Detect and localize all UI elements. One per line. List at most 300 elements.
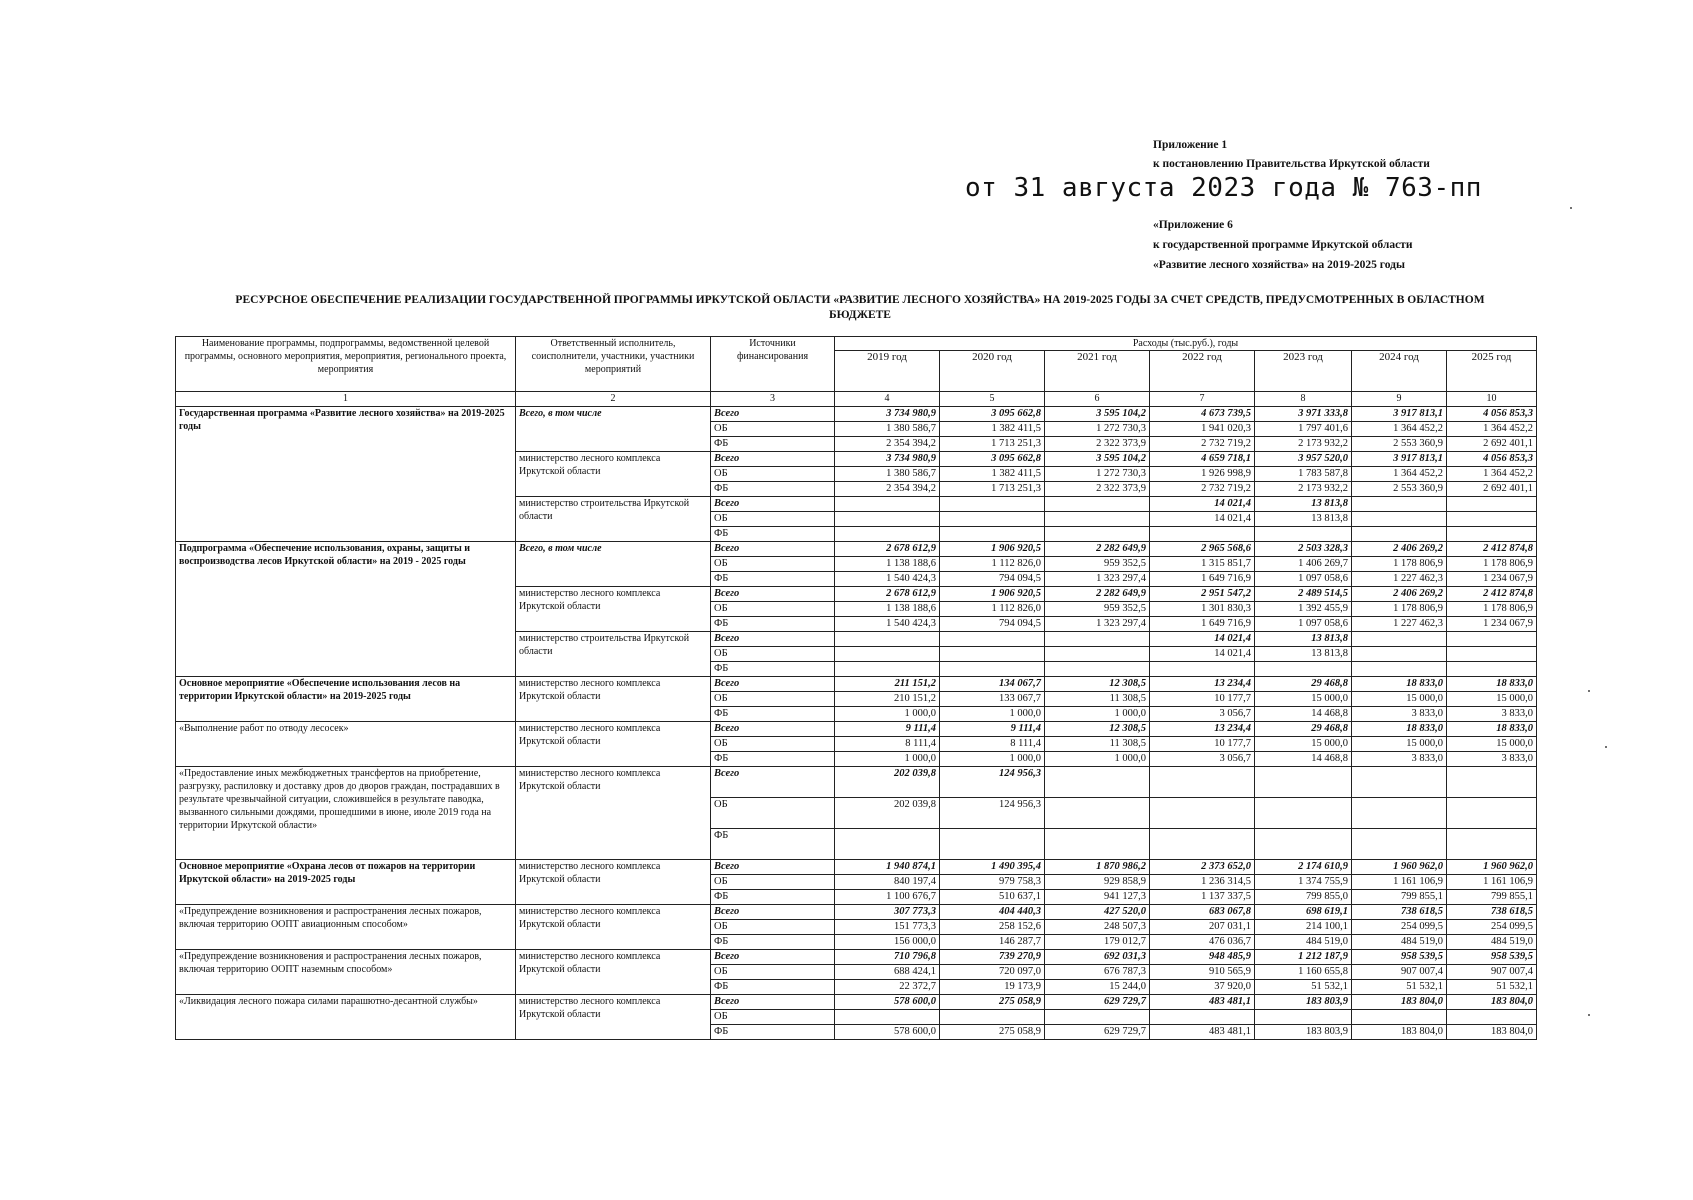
responsible-cell: министерство лесного комплекса Иркутской области: [516, 950, 711, 995]
value-cell: 2 322 373,9: [1045, 482, 1150, 497]
table-row: [176, 722, 1537, 737]
value-cell: 979 758,3: [940, 875, 1045, 890]
value-cell: 15 000,0: [1255, 692, 1352, 707]
table-row: [176, 767, 1537, 798]
program-name-cell: Подпрограмма «Обеспечение использования, охраны, защиты и воспроизводства лесов Иркутской области» на 2019 - 2025 годы: [176, 542, 516, 677]
header-row-1: [176, 337, 1537, 351]
value-cell: 629 729,7: [1045, 995, 1150, 1010]
value-cell: 1 236 314,5: [1150, 875, 1255, 890]
column-index: 5: [940, 392, 1045, 407]
value-cell: 738 618,5: [1352, 905, 1447, 920]
value-cell: 3 595 104,2: [1045, 452, 1150, 467]
value-cell: 629 729,7: [1045, 1025, 1150, 1040]
value-cell: 254 099,5: [1447, 920, 1537, 935]
value-cell: [940, 1010, 1045, 1025]
value-cell: [1150, 798, 1255, 829]
value-cell: [1352, 647, 1447, 662]
value-cell: 2 173 932,2: [1255, 482, 1352, 497]
value-cell: 1 323 297,4: [1045, 572, 1150, 587]
value-cell: [1447, 829, 1537, 860]
value-cell: 683 067,8: [1150, 905, 1255, 920]
value-cell: 799 855,1: [1352, 890, 1447, 905]
value-cell: [1447, 1010, 1537, 1025]
value-cell: 15 244,0: [1045, 980, 1150, 995]
value-cell: 22 372,7: [835, 980, 940, 995]
value-cell: 907 007,4: [1352, 965, 1447, 980]
value-cell: 18 833,0: [1447, 722, 1537, 737]
source-cell: Всего: [711, 767, 835, 798]
value-cell: 2 965 568,6: [1150, 542, 1255, 557]
column-index: 9: [1352, 392, 1447, 407]
value-cell: 1 364 452,2: [1352, 422, 1447, 437]
value-cell: 51 532,1: [1352, 980, 1447, 995]
value-cell: 1 364 452,2: [1352, 467, 1447, 482]
value-cell: 179 012,7: [1045, 935, 1150, 950]
value-cell: [940, 662, 1045, 677]
value-cell: 1 960 962,0: [1352, 860, 1447, 875]
value-cell: 1 272 730,3: [1045, 467, 1150, 482]
column-index: 6: [1045, 392, 1150, 407]
program-name-cell: Государственная программа «Развитие лесного хозяйства» на 2019-2025 годы: [176, 407, 516, 542]
value-cell: 2 173 932,2: [1255, 437, 1352, 452]
source-cell: Всего: [711, 995, 835, 1010]
responsible-cell: министерство лесного комплекса Иркутской области: [516, 995, 711, 1040]
value-cell: 151 773,3: [835, 920, 940, 935]
source-cell: ФБ: [711, 617, 835, 632]
source-cell: ФБ: [711, 572, 835, 587]
value-cell: [940, 527, 1045, 542]
value-cell: 1 161 106,9: [1447, 875, 1537, 890]
column-index: 1: [176, 392, 516, 407]
value-cell: 275 058,9: [940, 995, 1045, 1010]
value-cell: 484 519,0: [1447, 935, 1537, 950]
value-cell: [1447, 767, 1537, 798]
value-cell: 2 732 719,2: [1150, 482, 1255, 497]
program-name-cell: «Предупреждение возникновения и распространения лесных пожаров, включая территорию ООПТ авиационным способом»: [176, 905, 516, 950]
value-cell: 9 111,4: [940, 722, 1045, 737]
value-cell: 1 783 587,8: [1255, 467, 1352, 482]
value-cell: 2 678 612,9: [835, 542, 940, 557]
value-cell: [940, 512, 1045, 527]
value-cell: 14 021,4: [1150, 632, 1255, 647]
value-cell: 13 234,4: [1150, 677, 1255, 692]
value-cell: 484 519,0: [1352, 935, 1447, 950]
value-cell: 2 174 610,9: [1255, 860, 1352, 875]
source-cell: ОБ: [711, 875, 835, 890]
value-cell: 1 870 986,2: [1045, 860, 1150, 875]
value-cell: 698 619,1: [1255, 905, 1352, 920]
value-cell: 2 692 401,1: [1447, 437, 1537, 452]
value-cell: 307 773,3: [835, 905, 940, 920]
value-cell: [1352, 1010, 1447, 1025]
source-cell: Всего: [711, 407, 835, 422]
scan-speck: [1588, 690, 1590, 692]
value-cell: 1 323 297,4: [1045, 617, 1150, 632]
program-name-cell: Основное мероприятие «Охрана лесов от пожаров на территории Иркутской области» на 2019-2025 годы: [176, 860, 516, 905]
value-cell: [1150, 527, 1255, 542]
value-cell: [1352, 497, 1447, 512]
value-cell: 156 000,0: [835, 935, 940, 950]
value-cell: 1 540 424,3: [835, 572, 940, 587]
value-cell: 3 957 520,0: [1255, 452, 1352, 467]
value-cell: 1 178 806,9: [1352, 557, 1447, 572]
responsible-cell: министерство строительства Иркутской области: [516, 497, 711, 542]
value-cell: [940, 632, 1045, 647]
value-cell: 3 056,7: [1150, 707, 1255, 722]
source-cell: ФБ: [711, 980, 835, 995]
source-cell: Всего: [711, 722, 835, 737]
value-cell: 2 553 360,9: [1352, 482, 1447, 497]
value-cell: 476 036,7: [1150, 935, 1255, 950]
value-cell: 1 160 655,8: [1255, 965, 1352, 980]
value-cell: 19 173,9: [940, 980, 1045, 995]
value-cell: 12 308,5: [1045, 677, 1150, 692]
value-cell: 18 833,0: [1352, 722, 1447, 737]
column-index: 2: [516, 392, 711, 407]
value-cell: [1352, 662, 1447, 677]
value-cell: 1 380 586,7: [835, 422, 940, 437]
source-cell: ФБ: [711, 935, 835, 950]
value-cell: 211 151,2: [835, 677, 940, 692]
value-cell: 183 803,9: [1255, 995, 1352, 1010]
value-cell: [1447, 527, 1537, 542]
title-line-2: БЮДЖЕТЕ: [829, 309, 891, 321]
value-cell: 404 440,3: [940, 905, 1045, 920]
value-cell: 1 940 874,1: [835, 860, 940, 875]
value-cell: 2 951 547,2: [1150, 587, 1255, 602]
source-cell: ОБ: [711, 737, 835, 752]
value-cell: 1 797 401,6: [1255, 422, 1352, 437]
value-cell: 1 100 676,7: [835, 890, 940, 905]
value-cell: 124 956,3: [940, 798, 1045, 829]
value-cell: 11 308,5: [1045, 737, 1150, 752]
responsible-cell: министерство лесного комплекса Иркутской области: [516, 860, 711, 905]
value-cell: 13 813,8: [1255, 647, 1352, 662]
column-index: 3: [711, 392, 835, 407]
value-cell: 183 804,0: [1447, 1025, 1537, 1040]
source-cell: ФБ: [711, 1025, 835, 1040]
value-cell: 2 412 874,8: [1447, 587, 1537, 602]
value-cell: 210 151,2: [835, 692, 940, 707]
value-cell: 15 000,0: [1447, 737, 1537, 752]
source-cell: ОБ: [711, 467, 835, 482]
value-cell: 1 382 411,5: [940, 467, 1045, 482]
value-cell: 1 301 830,3: [1150, 602, 1255, 617]
year-header: 2021 год: [1045, 351, 1150, 392]
scan-speck: [1570, 207, 1572, 209]
value-cell: 3 833,0: [1447, 752, 1537, 767]
program-name-label: «Развитие лесного хозяйства» на 2019-2025 годы: [1153, 259, 1405, 271]
source-cell: Всего: [711, 587, 835, 602]
value-cell: 799 855,0: [1255, 890, 1352, 905]
responsible-cell: Всего, в том числе: [516, 407, 711, 452]
value-cell: [835, 662, 940, 677]
value-cell: [1447, 512, 1537, 527]
value-cell: [1150, 662, 1255, 677]
value-cell: [1045, 647, 1150, 662]
value-cell: 248 507,3: [1045, 920, 1150, 935]
value-cell: [940, 497, 1045, 512]
source-cell: ОБ: [711, 965, 835, 980]
source-cell: Всего: [711, 632, 835, 647]
program-name-cell: «Выполнение работ по отводу лесосек»: [176, 722, 516, 767]
value-cell: 2 406 269,2: [1352, 587, 1447, 602]
source-cell: ФБ: [711, 662, 835, 677]
value-cell: 10 177,7: [1150, 692, 1255, 707]
value-cell: 146 287,7: [940, 935, 1045, 950]
value-cell: 2 282 649,9: [1045, 542, 1150, 557]
value-cell: 51 532,1: [1447, 980, 1537, 995]
value-cell: [1045, 497, 1150, 512]
value-cell: [1447, 647, 1537, 662]
value-cell: [1045, 798, 1150, 829]
value-cell: [1447, 662, 1537, 677]
value-cell: [1447, 632, 1537, 647]
value-cell: [940, 829, 1045, 860]
responsible-cell: министерство лесного комплекса Иркутской области: [516, 677, 711, 722]
value-cell: 1 941 020,3: [1150, 422, 1255, 437]
title-line-1: РЕСУРСНОЕ ОБЕСПЕЧЕНИЕ РЕАЛИЗАЦИИ ГОСУДАРСТВЕННОЙ ПРОГРАММЫ ИРКУТСКОЙ ОБЛАСТИ «РАЗВИТИЕ ЛЕСНОГО ХОЗЯЙСТВА» НА 2019-2025 ГОДЫ ЗА СЧЕТ СРЕДСТВ, ПРЕДУСМОТРЕННЫХ В ОБЛАСТНОМ: [235, 294, 1485, 306]
value-cell: [1255, 662, 1352, 677]
scan-speck: [1588, 1014, 1590, 1016]
value-cell: 1 227 462,3: [1352, 572, 1447, 587]
source-cell: ОБ: [711, 1010, 835, 1025]
value-cell: 510 637,1: [940, 890, 1045, 905]
value-cell: 12 308,5: [1045, 722, 1150, 737]
value-cell: 959 352,5: [1045, 602, 1150, 617]
column-index: 8: [1255, 392, 1352, 407]
value-cell: 8 111,4: [835, 737, 940, 752]
value-cell: 2 354 394,2: [835, 482, 940, 497]
source-cell: ФБ: [711, 890, 835, 905]
value-cell: [835, 497, 940, 512]
value-cell: 1 382 411,5: [940, 422, 1045, 437]
col-source-header: Источники финансирования: [711, 337, 835, 392]
value-cell: 578 600,0: [835, 995, 940, 1010]
value-cell: 1 178 806,9: [1352, 602, 1447, 617]
program-name-cell: «Предоставление иных межбюджетных трансфертов на приобретение, разгрузку, распиловку и доставку дров до дворов граждан, пострадавших в результате чрезвычайной ситуации, сложившейся в результате паводка, вызванного сильными дождями, прошедшими в июне, июле 2019 года на территории Иркутской области»: [176, 767, 516, 860]
value-cell: 14 021,4: [1150, 497, 1255, 512]
value-cell: 1 540 424,3: [835, 617, 940, 632]
source-cell: ОБ: [711, 557, 835, 572]
source-cell: ОБ: [711, 647, 835, 662]
value-cell: 15 000,0: [1255, 737, 1352, 752]
document-title: [180, 293, 1540, 323]
value-cell: 738 618,5: [1447, 905, 1537, 920]
value-cell: [1150, 1010, 1255, 1025]
value-cell: 51 532,1: [1255, 980, 1352, 995]
value-cell: 1 212 187,9: [1255, 950, 1352, 965]
value-cell: 133 067,7: [940, 692, 1045, 707]
value-cell: 1 097 058,6: [1255, 617, 1352, 632]
value-cell: 2 489 514,5: [1255, 587, 1352, 602]
value-cell: 1 000,0: [835, 707, 940, 722]
expenses-header: Расходы (тыс.руб.), годы: [835, 337, 1537, 351]
value-cell: 2 354 394,2: [835, 437, 940, 452]
program-name-cell: «Ликвидация лесного пожара силами парашютно-десантной службы»: [176, 995, 516, 1040]
source-cell: ФБ: [711, 437, 835, 452]
value-cell: 2 553 360,9: [1352, 437, 1447, 452]
value-cell: 2 412 874,8: [1447, 542, 1537, 557]
value-cell: [835, 1010, 940, 1025]
value-cell: 202 039,8: [835, 767, 940, 798]
value-cell: 958 539,5: [1447, 950, 1537, 965]
value-cell: 1 112 826,0: [940, 557, 1045, 572]
value-cell: 1 315 851,7: [1150, 557, 1255, 572]
column-index: 10: [1447, 392, 1537, 407]
value-cell: 688 424,1: [835, 965, 940, 980]
value-cell: 13 234,4: [1150, 722, 1255, 737]
value-cell: 18 833,0: [1447, 677, 1537, 692]
value-cell: 3 833,0: [1352, 707, 1447, 722]
value-cell: 427 520,0: [1045, 905, 1150, 920]
value-cell: 183 803,9: [1255, 1025, 1352, 1040]
value-cell: 207 031,1: [1150, 920, 1255, 935]
value-cell: 1 097 058,6: [1255, 572, 1352, 587]
value-cell: 214 100,1: [1255, 920, 1352, 935]
value-cell: 134 067,7: [940, 677, 1045, 692]
value-cell: 37 920,0: [1150, 980, 1255, 995]
value-cell: [1045, 512, 1150, 527]
value-cell: 13 813,8: [1255, 632, 1352, 647]
value-cell: 14 468,8: [1255, 707, 1352, 722]
value-cell: 10 177,7: [1150, 737, 1255, 752]
source-cell: Всего: [711, 452, 835, 467]
value-cell: 1 000,0: [1045, 707, 1150, 722]
value-cell: 1 000,0: [835, 752, 940, 767]
value-cell: 14 468,8: [1255, 752, 1352, 767]
value-cell: 2 503 328,3: [1255, 542, 1352, 557]
table-row: [176, 950, 1537, 965]
value-cell: 4 673 739,5: [1150, 407, 1255, 422]
source-cell: Всего: [711, 542, 835, 557]
col-responsible-header: Ответственный исполнитель, соисполнители, участники, участники мероприятий: [516, 337, 711, 392]
value-cell: [1045, 829, 1150, 860]
table-row: [176, 407, 1537, 422]
year-header: 2024 год: [1352, 351, 1447, 392]
program-name-cell: Основное мероприятие «Обеспечение использования лесов на территории Иркутской области» на 2019-2025 годы: [176, 677, 516, 722]
source-cell: ОБ: [711, 692, 835, 707]
resolution-label: к постановлению Правительства Иркутской области: [1153, 158, 1430, 170]
value-cell: 183 804,0: [1352, 995, 1447, 1010]
resource-table: [175, 336, 1537, 1040]
value-cell: 124 956,3: [940, 767, 1045, 798]
value-cell: 4 659 718,1: [1150, 452, 1255, 467]
value-cell: 692 031,3: [1045, 950, 1150, 965]
value-cell: [835, 512, 940, 527]
value-cell: [1255, 798, 1352, 829]
value-cell: [1045, 527, 1150, 542]
value-cell: 2 282 649,9: [1045, 587, 1150, 602]
value-cell: 1 374 755,9: [1255, 875, 1352, 890]
value-cell: [835, 647, 940, 662]
value-cell: [1255, 829, 1352, 860]
source-cell: ФБ: [711, 829, 835, 860]
source-cell: ФБ: [711, 482, 835, 497]
value-cell: 1 364 452,2: [1447, 467, 1537, 482]
value-cell: 794 094,5: [940, 617, 1045, 632]
value-cell: 4 056 853,3: [1447, 407, 1537, 422]
value-cell: 483 481,1: [1150, 995, 1255, 1010]
value-cell: 907 007,4: [1447, 965, 1537, 980]
value-cell: 1 178 806,9: [1447, 602, 1537, 617]
value-cell: [1352, 527, 1447, 542]
responsible-cell: министерство строительства Иркутской области: [516, 632, 711, 677]
column-index: 7: [1150, 392, 1255, 407]
value-cell: 1 000,0: [940, 707, 1045, 722]
value-cell: 29 468,8: [1255, 722, 1352, 737]
value-cell: 959 352,5: [1045, 557, 1150, 572]
value-cell: 483 481,1: [1150, 1025, 1255, 1040]
value-cell: 840 197,4: [835, 875, 940, 890]
value-cell: 202 039,8: [835, 798, 940, 829]
value-cell: [1255, 767, 1352, 798]
value-cell: 275 058,9: [940, 1025, 1045, 1040]
source-cell: Всего: [711, 677, 835, 692]
responsible-cell: министерство лесного комплекса Иркутской области: [516, 767, 711, 860]
value-cell: [1352, 829, 1447, 860]
value-cell: 8 111,4: [940, 737, 1045, 752]
value-cell: 2 322 373,9: [1045, 437, 1150, 452]
table-row: [176, 542, 1537, 557]
value-cell: [1150, 767, 1255, 798]
value-cell: 958 539,5: [1352, 950, 1447, 965]
value-cell: 1 000,0: [940, 752, 1045, 767]
value-cell: [1150, 829, 1255, 860]
value-cell: 578 600,0: [835, 1025, 940, 1040]
value-cell: 9 111,4: [835, 722, 940, 737]
value-cell: 2 692 401,1: [1447, 482, 1537, 497]
value-cell: [1045, 632, 1150, 647]
value-cell: 1 649 716,9: [1150, 617, 1255, 632]
column-index: 4: [835, 392, 940, 407]
value-cell: 739 270,9: [940, 950, 1045, 965]
value-cell: 710 796,8: [835, 950, 940, 965]
value-cell: 15 000,0: [1352, 692, 1447, 707]
year-header: 2022 год: [1150, 351, 1255, 392]
value-cell: [940, 647, 1045, 662]
year-header: 2023 год: [1255, 351, 1352, 392]
value-cell: 3 971 333,8: [1255, 407, 1352, 422]
value-cell: 29 468,8: [1255, 677, 1352, 692]
value-cell: [835, 829, 940, 860]
value-cell: 13 813,8: [1255, 497, 1352, 512]
source-cell: ОБ: [711, 798, 835, 829]
value-cell: 14 021,4: [1150, 512, 1255, 527]
responsible-cell: министерство лесного комплекса Иркутской области: [516, 905, 711, 950]
value-cell: 1 960 962,0: [1447, 860, 1537, 875]
source-cell: Всего: [711, 905, 835, 920]
value-cell: [1352, 767, 1447, 798]
value-cell: 15 000,0: [1447, 692, 1537, 707]
value-cell: 3 917 813,1: [1352, 407, 1447, 422]
value-cell: 3 056,7: [1150, 752, 1255, 767]
value-cell: 3 734 980,9: [835, 452, 940, 467]
value-cell: 799 855,1: [1447, 890, 1537, 905]
value-cell: [1447, 798, 1537, 829]
scan-speck: [1605, 746, 1607, 748]
value-cell: [835, 527, 940, 542]
source-cell: ОБ: [711, 920, 835, 935]
table-row: [176, 677, 1537, 692]
value-cell: 1 138 188,6: [835, 602, 940, 617]
value-cell: 1 406 269,7: [1255, 557, 1352, 572]
value-cell: [1255, 527, 1352, 542]
year-header: 2020 год: [940, 351, 1045, 392]
table-row: [176, 860, 1537, 875]
table-row: [176, 995, 1537, 1010]
value-cell: 15 000,0: [1352, 737, 1447, 752]
